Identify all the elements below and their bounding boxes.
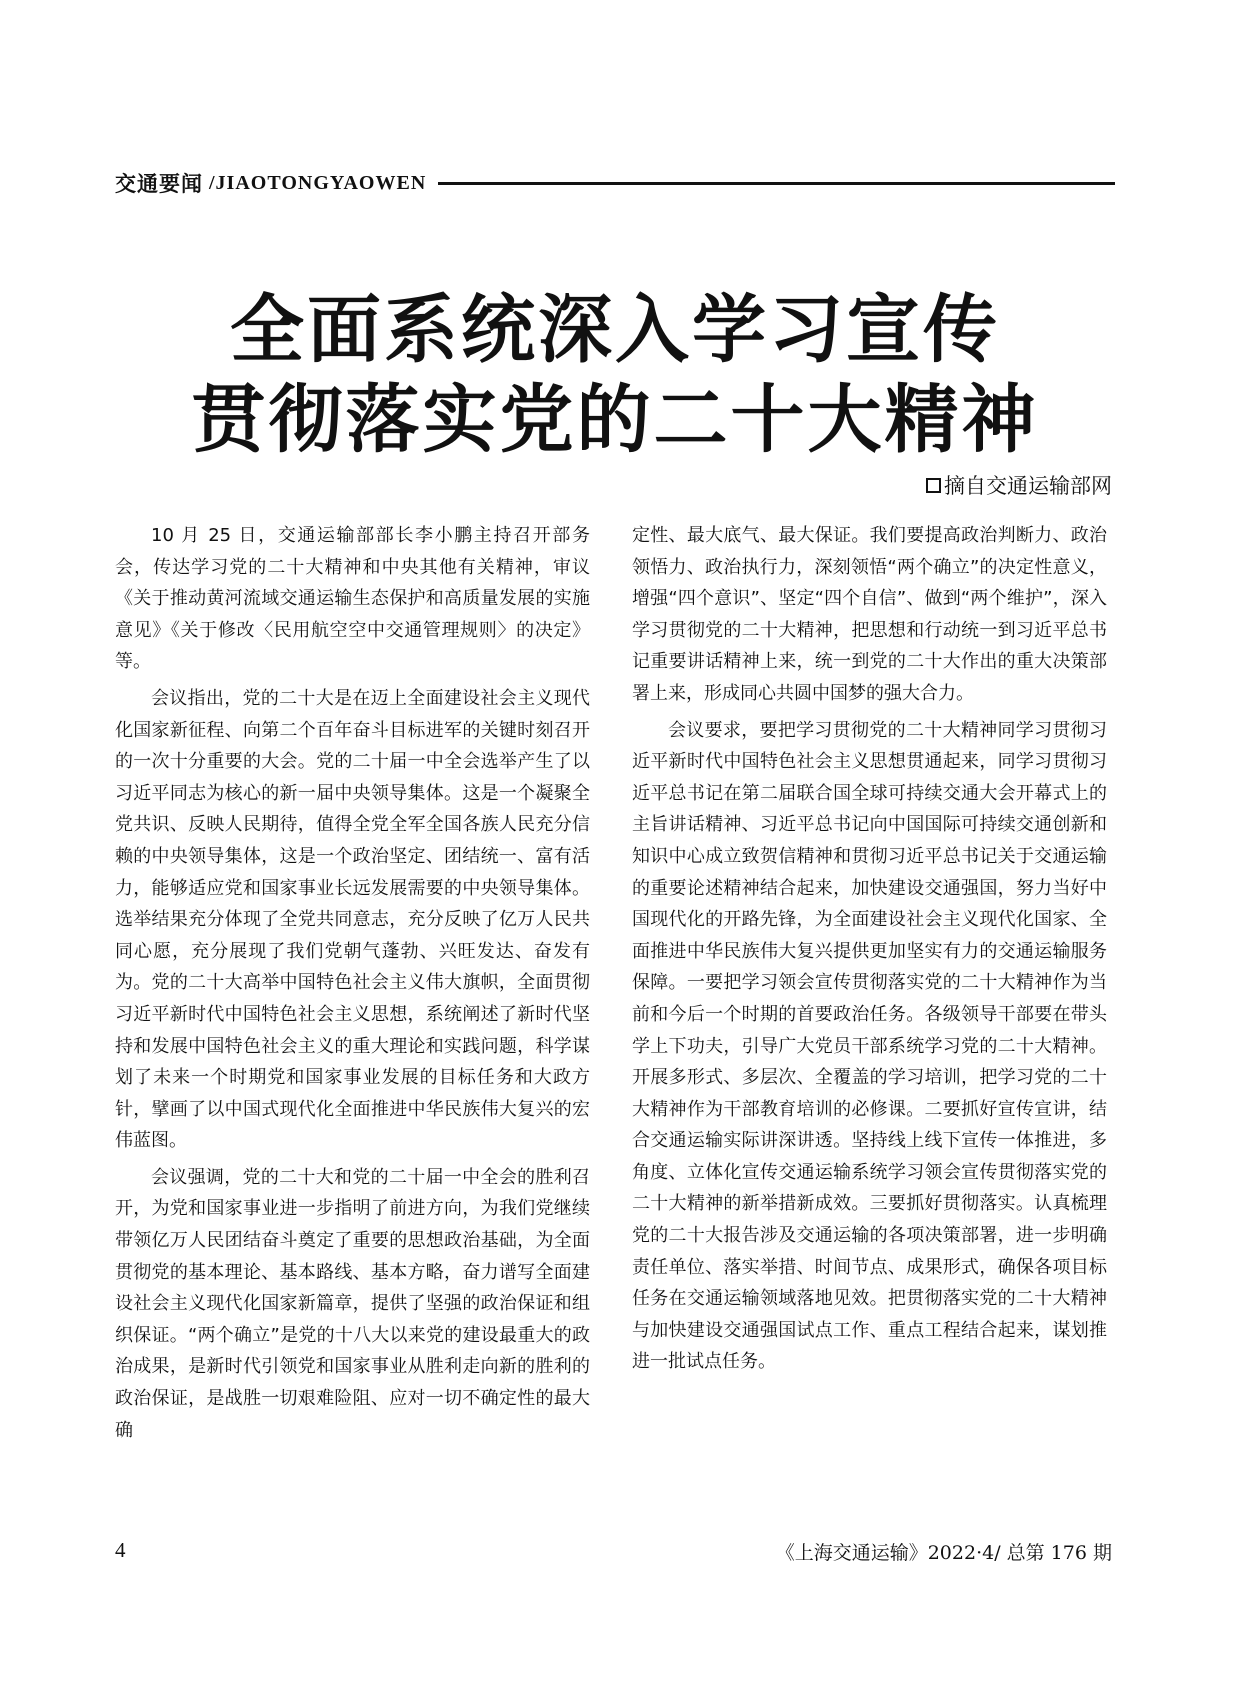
- paragraph-continued: 定性、最大底气、最大保证。我们要提高政治判断力、政治领悟力、政治执行力，深刻领悟“两个确立”的决定性意义，增强“四个意识”、坚定“四个自信”、做到“两个维护”，深入学习贯彻党的二十大精神，把思想和行动统一到习近平总书记重要讲话精神上来，统一到党的二十大作出的重大决策部署上来，形成同心共圆中国梦的强大合力。: [632, 525, 1107, 704]
- article-title-line-2: 贯彻落实党的二十大精神: [191, 377, 1039, 463]
- journal-info: 《上海交通运输》2022·4/ 总第 176 期: [775, 1542, 1112, 1564]
- section-title-cn: 交通要闻: [115, 172, 203, 196]
- section-header: [115, 168, 1115, 198]
- paragraph: 会议要求，要把学习贯彻党的二十大精神同学习贯彻习近平新时代中国特色社会主义思想贯通起来，同学习贯彻习近平总书记在第二届联合国全球可持续交通大会开幕式上的主旨讲话精神、习近平总书记向中国国际可持续交通创新和知识中心成立致贺信精神和贯彻习近平总书记关于交通运输的重要论述精神结合起来，加快建设交通强国，努力当好中国现代化的开路先锋，为全面建设社会主义现代化国家、全面推进中华民族伟大复兴提供更加坚实有力的交通运输服务保障。一要把学习领会宣传贯彻落实党的二十大精神作为当前和今后一个时期的首要政治任务。各级领导干部要在带头学上下功夫，引导广大党员干部系统学习党的二十大精神。开展多形式、多层次、全覆盖的学习培训，把学习党的二十大精神作为干部教育培训的必修课。二要抓好宣传宣讲，结合交通运输实际讲深讲透。坚持线上线下宣传一体推进，多角度、立体化宣传交通运输系统学习领会宣传贯彻落实党的二十大精神的新举措新成效。三要抓好贯彻落实。认真梳理党的二十大报告涉及交通运输的各项决策部署，进一步明确责任单位、落实举措、时间节点、成果形式，确保各项目标任务在交通运输领域落地见效。把贯彻落实党的二十大精神与加快建设交通强国试点工作、重点工程结合起来，谋划推进一批试点任务。: [632, 719, 1107, 1373]
- article-source: [926, 470, 1112, 500]
- left-column: [115, 520, 590, 1446]
- paragraph: 会议指出，党的二十大是在迈上全面建设社会主义现代化国家新征程、向第二个百年奋斗目标进军的关键时刻召开的一次十分重要的大会。党的二十届一中全会选举产生了以习近平同志为核心的新一届中央领导集体。这是一个凝聚全党共识、反映人民期待，值得全党全军全国各族人民充分信赖的中央领导集体，这是一个政治坚定、团结统一、富有活力，能够适应党和国家事业长远发展需要的中央领导集体。选举结果充分体现了全党共同意志，充分反映了亿万人民共同心愿，充分展现了我们党朝气蓬勃、兴旺发达、奋发有为。党的二十大高举中国特色社会主义伟大旗帜，全面贯彻习近平新时代中国特色社会主义思想，系统阐述了新时代坚持和发展中国特色社会主义的重大理论和实践问题，科学谋划了未来一个时期党和国家事业发展的目标任务和大政方针，擘画了以中国式现代化全面推进中华民族伟大复兴的宏伟蓝图。: [115, 687, 590, 1152]
- paragraph: 10 月 25 日，交通运输部部长李小鹏主持召开部务会，传达学习党的二十大精神和中央其他有关精神，审议《关于推动黄河流域交通运输生态保护和高质量发展的实施意见》《关于修改〈民用航空空中交通管理规则〉的决定》等。: [115, 525, 590, 673]
- section-title-en: /JIAOTONGYAOWEN: [209, 171, 427, 194]
- article-title-line-1: 全面系统深入学习宣传: [230, 287, 1000, 373]
- paragraph: 会议强调，党的二十大和党的二十届一中全会的胜利召开，为党和国家事业进一步指明了前进方向，为我们党继续带领亿万人民团结奋斗奠定了重要的思想政治基础，为全面贯彻党的基本理论、基本路线、基本方略，奋力谱写全面建设社会主义现代化国家新篇章，提供了坚强的政治保证和组织保证。“两个确立”是党的十八大以来党的建设最重大的政治成果，是新时代引领党和国家事业从胜利走向新的胜利的政治保证，是战胜一切艰难险阻、应对一切不确定性的最大确: [115, 1166, 590, 1441]
- square-bullet-icon: [926, 478, 941, 493]
- page-number: 4: [115, 1538, 126, 1562]
- right-column: [632, 520, 1107, 1378]
- source-text: 摘自交通运输部网: [944, 474, 1112, 498]
- header-rule: [438, 182, 1115, 185]
